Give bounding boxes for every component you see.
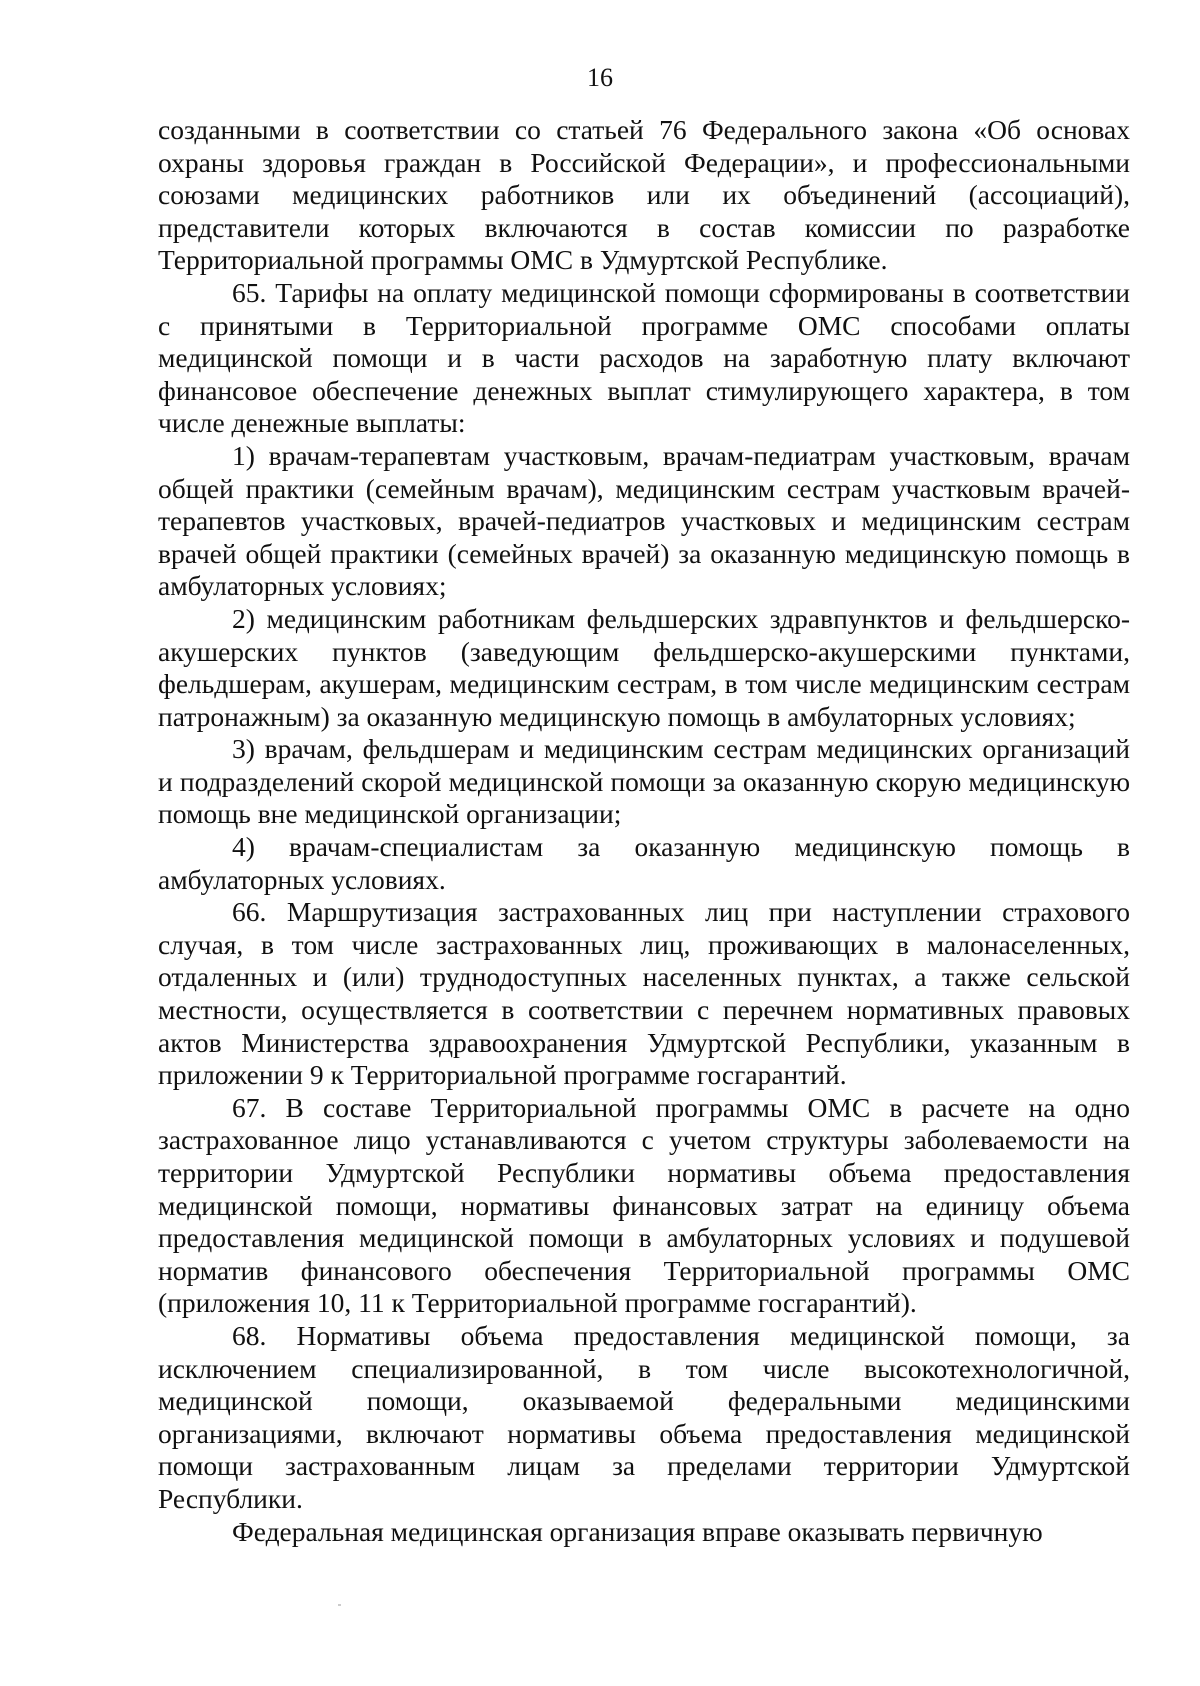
- page-number: 16: [587, 63, 613, 92]
- list-item-65-4: 4) врачам-специалистам за оказанную медицинскую помощь в амбулаторных условиях.: [158, 831, 1130, 895]
- paragraph-item-66: 66. Маршрутизация застрахованных лиц при наступлении страхового случая, в том числе застрахованных лиц, проживающих в малонаселенных, отдаленных и (или) труднодоступных населенных пунктах, а также сельской местности, осуществляется в соответствии с перечнем нормативных правовых актов Министерства здравоохранения Удмуртской Республики, указанным в приложении 9 к Территориальной программе госгарантий.: [158, 896, 1130, 1091]
- list-item-65-1: 1) врачам-терапевтам участковым, врачам-педиатрам участковым, врачам общей практики (семейным врачам), медицинским сестрам участковым врачей-терапевтов участковых, врачей-педиатров участковых и медицинским сестрам врачей общей практики (семейных врачей) за оказанную медицинскую помощь в амбулаторных условиях;: [158, 439, 1130, 602]
- paragraph-federal-organization: Федеральная медицинская организация вправе оказывать первичную: [232, 1515, 1043, 1547]
- paragraph-item-68: 68. Нормативы объема предоставления медицинской помощи, за исключением специализированной, в том числе высокотехнологичной, медицинской помощи, оказываемой федеральными медицинскими организациями, включают нормативы объема предоставления медицинской помощи застрахованным лицам за пределами территории Удмуртской Республики.: [158, 1319, 1130, 1514]
- list-item-65-3: 3) врачам, фельдшерам и медицинским сестрам медицинских организаций и подразделений скорой медицинской помощи за оказанную скорую медицинскую помощь вне медицинской организации;: [158, 733, 1130, 830]
- paragraph-item-65: 65. Тарифы на оплату медицинской помощи сформированы в соответствии с принятыми в Территориальной программе ОМС способами оплаты медицинской помощи и в части расходов на заработную плату включают финансовое обеспечение денежных выплат стимулирующего характера, в том числе денежные выплаты:: [158, 276, 1130, 439]
- list-item-65-2: 2) медицинским работникам фельдшерских здравпунктов и фельдшерско-акушерских пунктов (заведующим фельдшерско-акушерскими пунктами, фельдшерам, акушерам, медицинским сестрам, в том числе медицинским сестрам патронажным) за оказанную медицинскую помощь в амбулаторных условиях;: [158, 602, 1130, 732]
- paragraph-continuation: созданными в соответствии со статьей 76 Федерального закона «Об основах охраны здоровья граждан в Российской Федерации», и профессиональными союзами медицинских работников или их объединений (ассоциаций), представители которых включаются в состав комиссии по разработке Территориальной программы ОМС в Удмуртской Республике.: [158, 114, 1130, 276]
- paragraph-item-67: 67. В составе Территориальной программы ОМС в расчете на одно застрахованное лицо устанавливаются с учетом структуры заболеваемости на территории Удмуртской Республики нормативы объема предоставления медицинской помощи, нормативы финансовых затрат на единицу объема предоставления медицинской помощи в амбулаторных условиях и подушевой норматив финансового обеспечения Территориальной программы ОМС (приложения 10, 11 к Территориальной программе госгарантий).: [158, 1091, 1130, 1319]
- document-body: [158, 114, 1130, 1548]
- scan-speck: [338, 1604, 341, 1606]
